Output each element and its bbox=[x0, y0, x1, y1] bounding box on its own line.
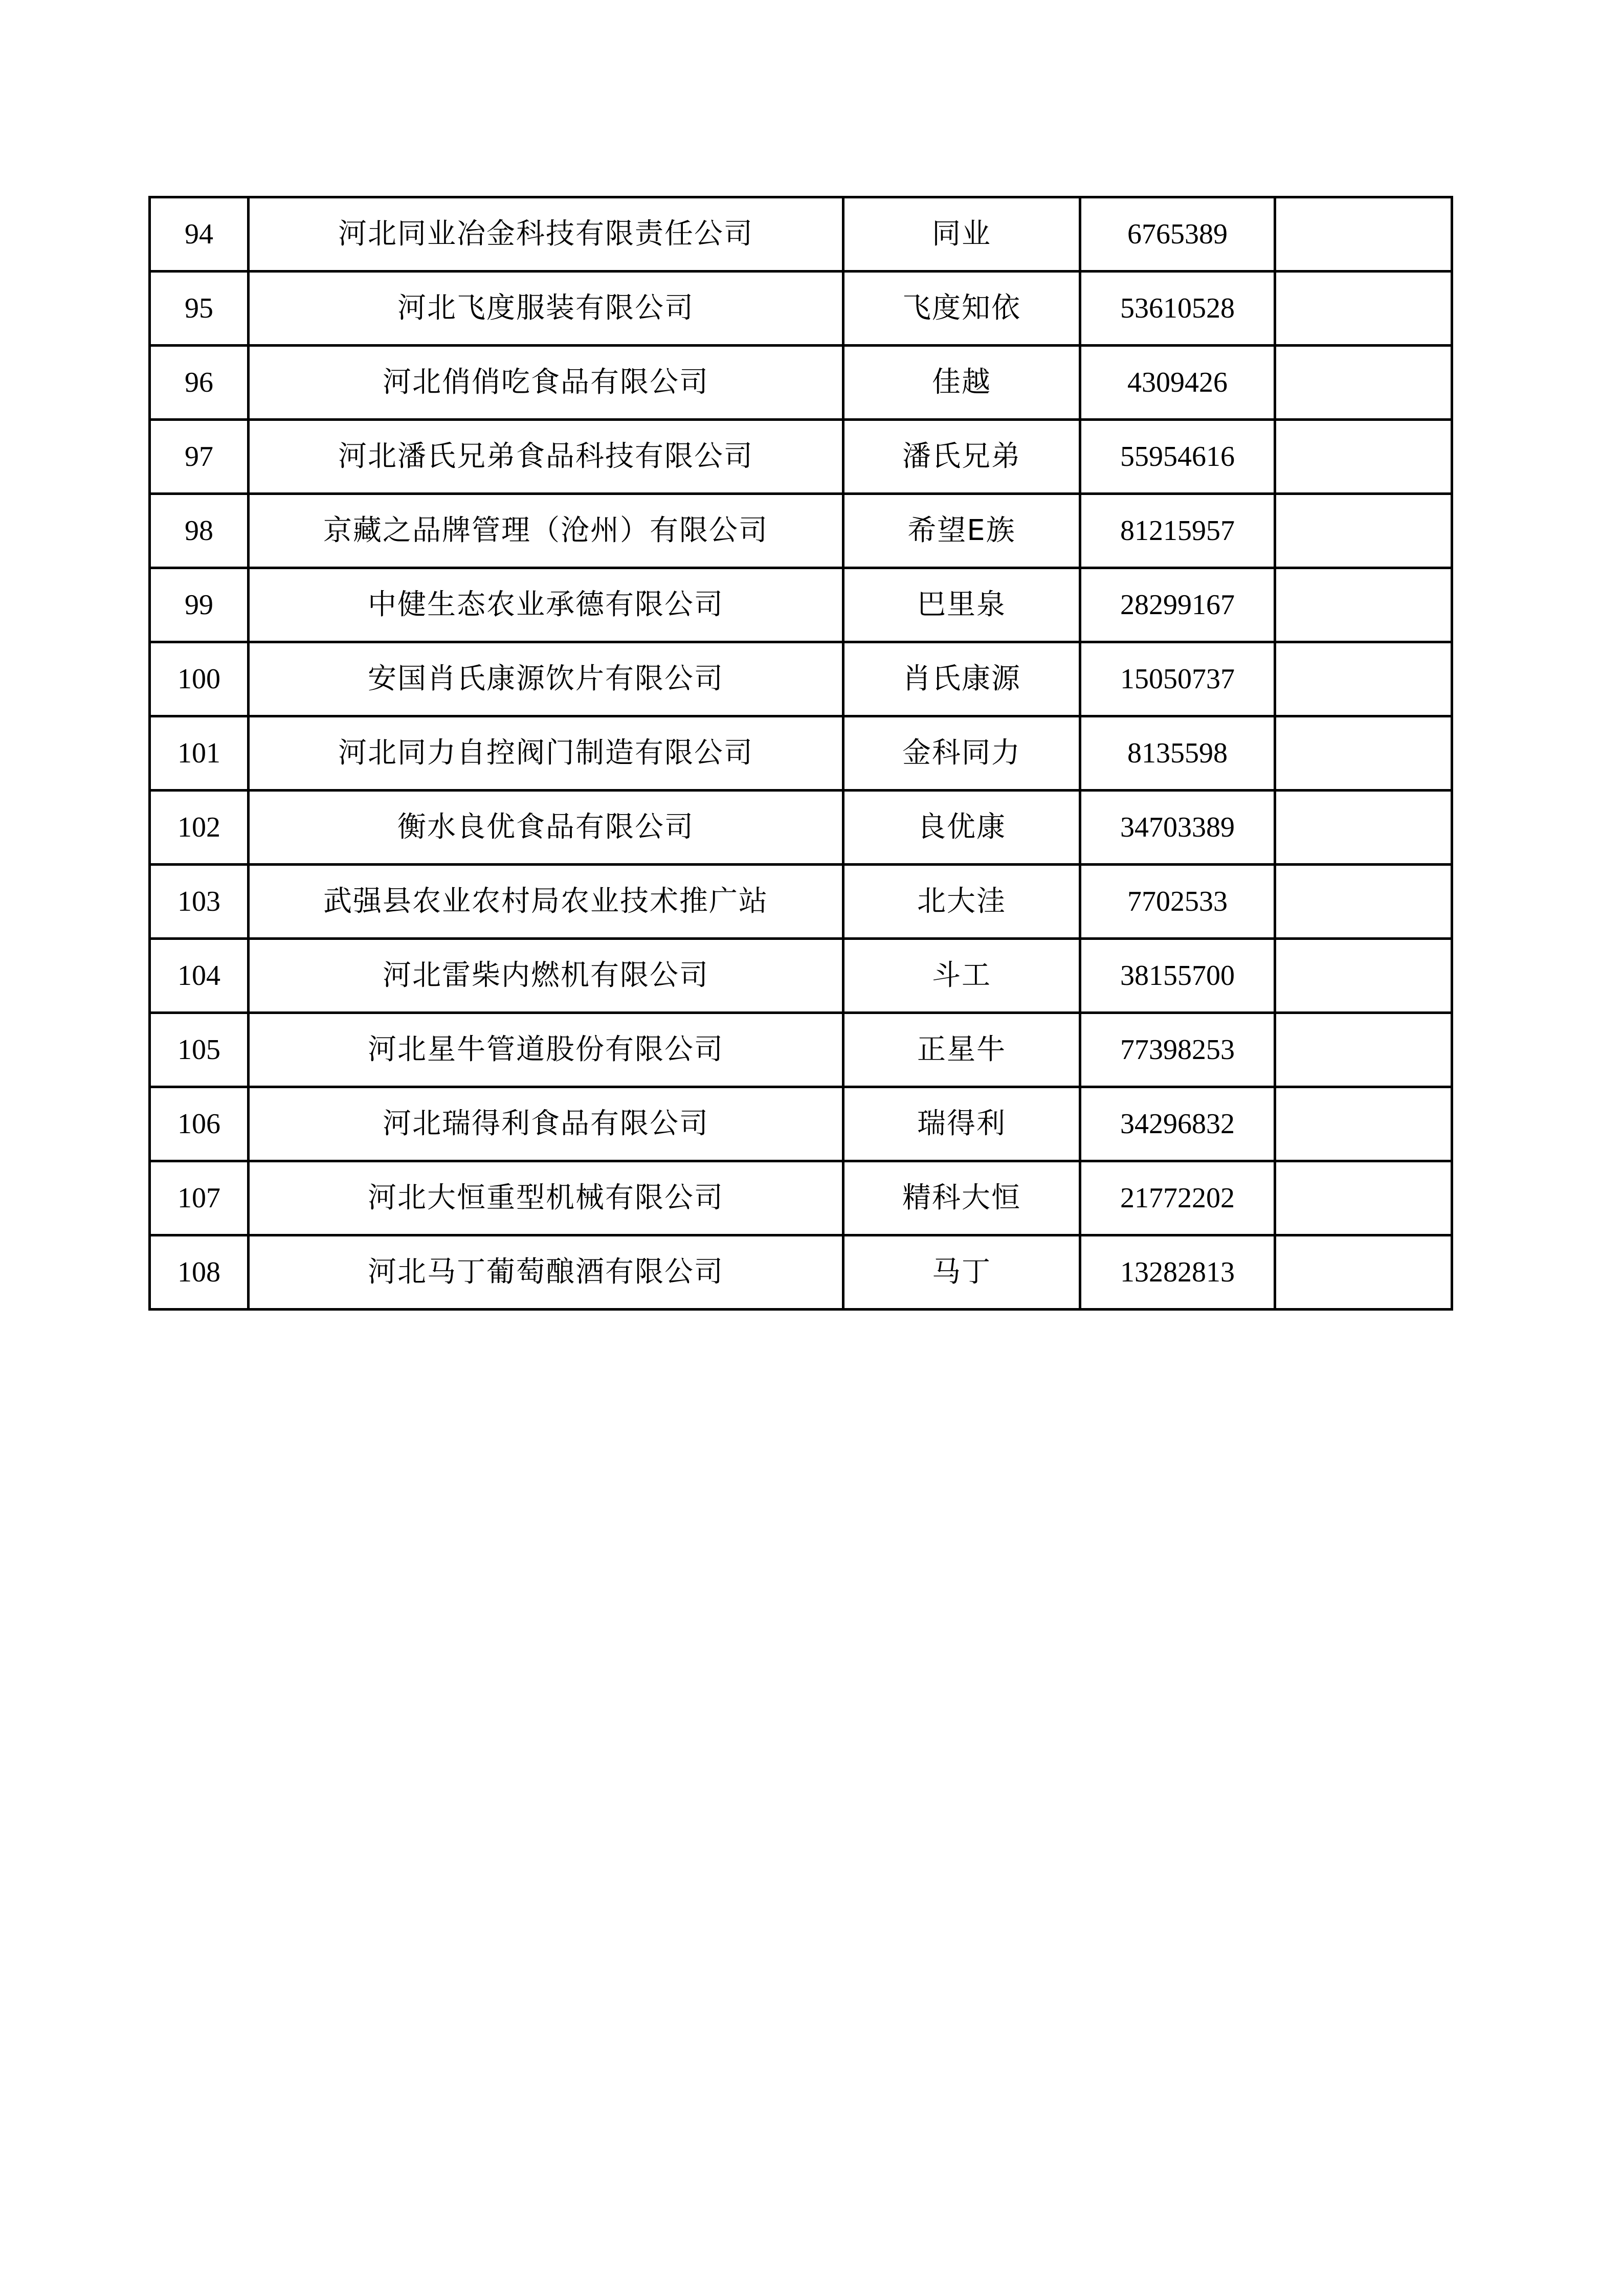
row-number-cell: 107 bbox=[150, 1161, 249, 1235]
trademark-cell: 马丁 bbox=[843, 1235, 1080, 1310]
row-number-cell: 98 bbox=[150, 494, 249, 568]
company-name-cell: 河北同业冶金科技有限责任公司 bbox=[249, 197, 843, 272]
note-cell bbox=[1275, 865, 1452, 939]
registration-number-cell: 55954616 bbox=[1080, 420, 1275, 494]
row-number-cell: 103 bbox=[150, 865, 249, 939]
registration-number-cell: 81215957 bbox=[1080, 494, 1275, 568]
note-cell bbox=[1275, 716, 1452, 791]
note-cell bbox=[1275, 1161, 1452, 1235]
company-name-cell: 河北飞度服装有限公司 bbox=[249, 272, 843, 346]
table-row bbox=[150, 420, 1452, 494]
row-number-cell: 101 bbox=[150, 716, 249, 791]
table-row bbox=[150, 197, 1452, 272]
trademark-cell: 精科大恒 bbox=[843, 1161, 1080, 1235]
table-row bbox=[150, 791, 1452, 865]
registration-number-cell: 21772202 bbox=[1080, 1161, 1275, 1235]
table-row bbox=[150, 494, 1452, 568]
trademark-table bbox=[148, 196, 1453, 1311]
table-row bbox=[150, 568, 1452, 642]
row-number-cell: 106 bbox=[150, 1087, 249, 1161]
company-name-cell: 安国肖氏康源饮片有限公司 bbox=[249, 642, 843, 716]
note-cell bbox=[1275, 1087, 1452, 1161]
trademark-cell: 同业 bbox=[843, 197, 1080, 272]
note-cell bbox=[1275, 791, 1452, 865]
registration-number-cell: 13282813 bbox=[1080, 1235, 1275, 1310]
registration-number-cell: 8135598 bbox=[1080, 716, 1275, 791]
registration-number-cell: 34296832 bbox=[1080, 1087, 1275, 1161]
note-cell bbox=[1275, 1013, 1452, 1087]
note-cell bbox=[1275, 420, 1452, 494]
row-number-cell: 102 bbox=[150, 791, 249, 865]
company-name-cell: 武强县农业农村局农业技术推广站 bbox=[249, 865, 843, 939]
note-cell bbox=[1275, 494, 1452, 568]
company-name-cell: 河北马丁葡萄酿酒有限公司 bbox=[249, 1235, 843, 1310]
trademark-cell: 巴里泉 bbox=[843, 568, 1080, 642]
trademark-cell: 飞度知依 bbox=[843, 272, 1080, 346]
company-name-cell: 河北潘氏兄弟食品科技有限公司 bbox=[249, 420, 843, 494]
table-row bbox=[150, 865, 1452, 939]
note-cell bbox=[1275, 939, 1452, 1013]
row-number-cell: 97 bbox=[150, 420, 249, 494]
registration-number-cell: 77398253 bbox=[1080, 1013, 1275, 1087]
trademark-cell: 金科同力 bbox=[843, 716, 1080, 791]
company-name-cell: 京藏之品牌管理（沧州）有限公司 bbox=[249, 494, 843, 568]
trademark-cell: 良优康 bbox=[843, 791, 1080, 865]
company-name-cell: 衡水良优食品有限公司 bbox=[249, 791, 843, 865]
note-cell bbox=[1275, 272, 1452, 346]
registration-number-cell: 34703389 bbox=[1080, 791, 1275, 865]
registration-number-cell: 28299167 bbox=[1080, 568, 1275, 642]
table-row bbox=[150, 642, 1452, 716]
trademark-cell: 北大洼 bbox=[843, 865, 1080, 939]
table-row bbox=[150, 939, 1452, 1013]
company-name-cell: 中健生态农业承德有限公司 bbox=[249, 568, 843, 642]
registration-number-cell: 38155700 bbox=[1080, 939, 1275, 1013]
note-cell bbox=[1275, 568, 1452, 642]
company-name-cell: 河北大恒重型机械有限公司 bbox=[249, 1161, 843, 1235]
note-cell bbox=[1275, 346, 1452, 420]
table-row bbox=[150, 346, 1452, 420]
company-name-cell: 河北同力自控阀门制造有限公司 bbox=[249, 716, 843, 791]
trademark-cell: 斗工 bbox=[843, 939, 1080, 1013]
table-row bbox=[150, 1161, 1452, 1235]
trademark-cell: 潘氏兄弟 bbox=[843, 420, 1080, 494]
note-cell bbox=[1275, 642, 1452, 716]
trademark-cell: 瑞得利 bbox=[843, 1087, 1080, 1161]
row-number-cell: 95 bbox=[150, 272, 249, 346]
table-row bbox=[150, 1235, 1452, 1310]
row-number-cell: 96 bbox=[150, 346, 249, 420]
company-name-cell: 河北俏俏吃食品有限公司 bbox=[249, 346, 843, 420]
row-number-cell: 94 bbox=[150, 197, 249, 272]
registration-number-cell: 4309426 bbox=[1080, 346, 1275, 420]
table-row bbox=[150, 716, 1452, 791]
registration-number-cell: 15050737 bbox=[1080, 642, 1275, 716]
table-row bbox=[150, 1013, 1452, 1087]
trademark-cell: 正星牛 bbox=[843, 1013, 1080, 1087]
registration-number-cell: 7702533 bbox=[1080, 865, 1275, 939]
table-row bbox=[150, 272, 1452, 346]
company-name-cell: 河北雷柴内燃机有限公司 bbox=[249, 939, 843, 1013]
trademark-cell: 佳越 bbox=[843, 346, 1080, 420]
note-cell bbox=[1275, 1235, 1452, 1310]
registration-number-cell: 53610528 bbox=[1080, 272, 1275, 346]
company-name-cell: 河北星牛管道股份有限公司 bbox=[249, 1013, 843, 1087]
row-number-cell: 100 bbox=[150, 642, 249, 716]
company-name-cell: 河北瑞得利食品有限公司 bbox=[249, 1087, 843, 1161]
table-row bbox=[150, 1087, 1452, 1161]
trademark-cell: 希望E族 bbox=[843, 494, 1080, 568]
row-number-cell: 108 bbox=[150, 1235, 249, 1310]
trademark-table-body bbox=[150, 197, 1452, 1310]
row-number-cell: 105 bbox=[150, 1013, 249, 1087]
registration-number-cell: 6765389 bbox=[1080, 197, 1275, 272]
row-number-cell: 99 bbox=[150, 568, 249, 642]
row-number-cell: 104 bbox=[150, 939, 249, 1013]
trademark-cell: 肖氏康源 bbox=[843, 642, 1080, 716]
note-cell bbox=[1275, 197, 1452, 272]
